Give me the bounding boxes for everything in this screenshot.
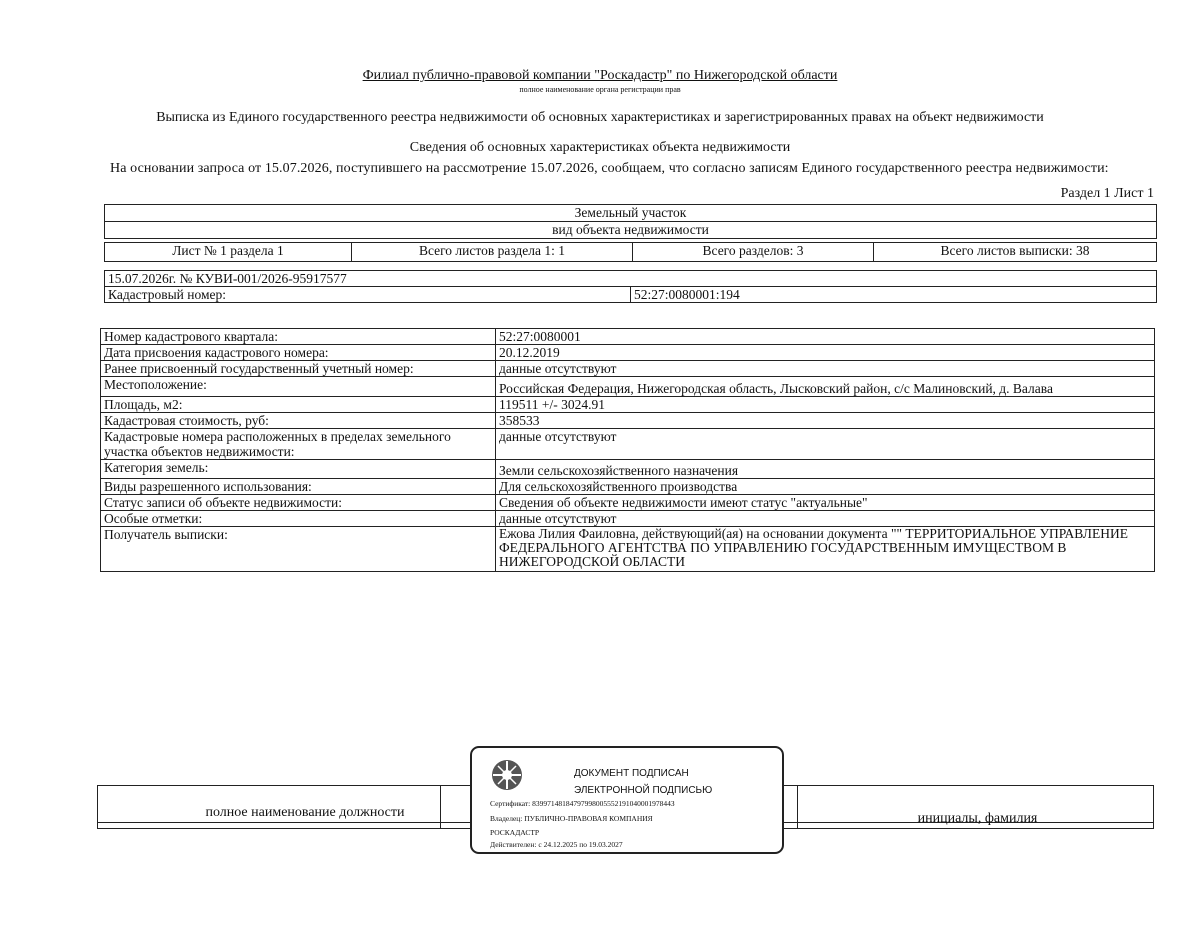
row-label: Площадь, м2: [101,397,496,413]
cadastral-number-label: Кадастровый номер: [105,287,631,303]
cadastral-number-value: 52:27:0080001:194 [631,287,1157,303]
row-value: данные отсутствуют [496,429,1155,460]
row-label: Категория земель: [101,460,496,479]
table-row [101,397,1155,413]
row-label: Кадастровые номера расположенных в пределах земельного участка объектов недвижимости: [101,429,496,460]
table-row [101,429,1155,460]
section-title: Сведения об основных характеристиках объекта недвижимости [409,140,791,155]
row-label: Номер кадастрового квартала: [101,329,496,345]
stamp-certificate: Сертификат: 8399714818479799800555219104000197844З [490,799,675,808]
row-label: Местоположение: [101,377,496,397]
row-label: Дата присвоения кадастрового номера: [101,345,496,361]
row-value: 358533 [496,413,1155,429]
electronic-signature-stamp [470,746,784,854]
signature-left-border [97,785,98,828]
table-row [101,511,1155,527]
table-row [101,377,1155,397]
record-box [104,270,1157,303]
object-type-note: вид объекта недвижимости [105,222,1157,239]
signature-divider-1 [440,785,441,828]
stamp-owner-line1: Владелец: ПУБЛИЧНО-ПРАВОВАЯ КОМПАНИЯ [490,814,653,823]
total-extract-sheets: Всего листов выписки: 38 [874,243,1157,262]
row-value: 20.12.2019 [496,345,1155,361]
row-value: Земли сельскохозяйственного назначения [496,460,1155,479]
table-row [101,527,1155,572]
row-label: Кадастровая стоимость, руб: [101,413,496,429]
table-row [101,413,1155,429]
row-value: данные отсутствуют [496,511,1155,527]
initials-surname-label: инициалы, фамилия [917,811,1038,826]
signature-right-border [1153,785,1154,828]
total-sections: Всего разделов: 3 [633,243,874,262]
row-value: 119511 +/- 3024.91 [496,397,1155,413]
row-label: Получатель выписки: [101,527,496,572]
stamp-title-line1: ДОКУМЕНТ ПОДПИСАН [574,768,689,779]
table-row [101,345,1155,361]
document-title: Выписка из Единого государственного реестра недвижимости об основных характеристиках и зарегистрированных правах на объект недвижимости [156,110,1044,125]
table-row [101,460,1155,479]
stamp-owner-line2: РОСКАДАСТР [490,828,540,837]
stamp-validity: Действителен: с 24.12.2025 по 19.03.2027 [490,840,623,849]
row-value: Российская Федерация, Нижегородская область, Лысковский район, с/с Малиновский, д. Валава [496,377,1155,397]
org-name: Филиал публично-правовой компании "Роскадастр" по Нижегородской области [362,68,838,83]
table-row [101,329,1155,345]
table-row [101,495,1155,511]
sheet-info-row [104,242,1157,262]
row-value: данные отсутствуют [496,361,1155,377]
table-row [101,479,1155,495]
sheet-number: Лист № 1 раздела 1 [105,243,352,262]
section-sheet-label: Раздел 1 Лист 1 [1060,186,1154,201]
row-value: 52:27:0080001 [496,329,1155,345]
record-date-number: 15.07.2026г. № КУВИ-001/2026-95917577 [105,271,1157,287]
total-section-sheets: Всего листов раздела 1: 1 [352,243,633,262]
row-label: Виды разрешенного использования: [101,479,496,495]
org-name-note: полное наименование органа регистрации прав [519,85,681,94]
roskadastr-logo-icon [490,758,524,792]
row-label: Ранее присвоенный государственный учетный номер: [101,361,496,377]
row-value: Ежова Лилия Фаиловна, действующий(ая) на основании документа "" ТЕРРИТОРИАЛЬНОЕ УПРАВЛЕНИЕ ФЕДЕРАЛЬНОГО АГЕНТСТВА ПО УПРАВЛЕНИЮ ГОСУДАРСТВЕННЫМ ИМУЩЕСТВОМ В НИЖЕГОРОДСКОЙ ОБЛАСТИ [496,527,1155,572]
stamp-title-line2: ЭЛЕКТРОННОЙ ПОДПИСЬЮ [574,785,713,796]
object-type-box [104,204,1157,239]
request-basis-text: На основании запроса от 15.07.2026, поступившего на рассмотрение 15.07.2026, сообщаем, что согласно записям Единого государственного реестра недвижимости: [110,161,1109,176]
object-type: Земельный участок [105,205,1157,222]
table-row [101,361,1155,377]
row-value: Сведения об объекте недвижимости имеют статус "актуальные" [496,495,1155,511]
row-label: Статус записи об объекте недвижимости: [101,495,496,511]
row-label: Особые отметки: [101,511,496,527]
signature-divider-2 [797,785,798,828]
position-label: полное наименование должности [205,805,405,820]
characteristics-table [100,328,1155,572]
row-value: Для сельскохозяйственного производства [496,479,1155,495]
